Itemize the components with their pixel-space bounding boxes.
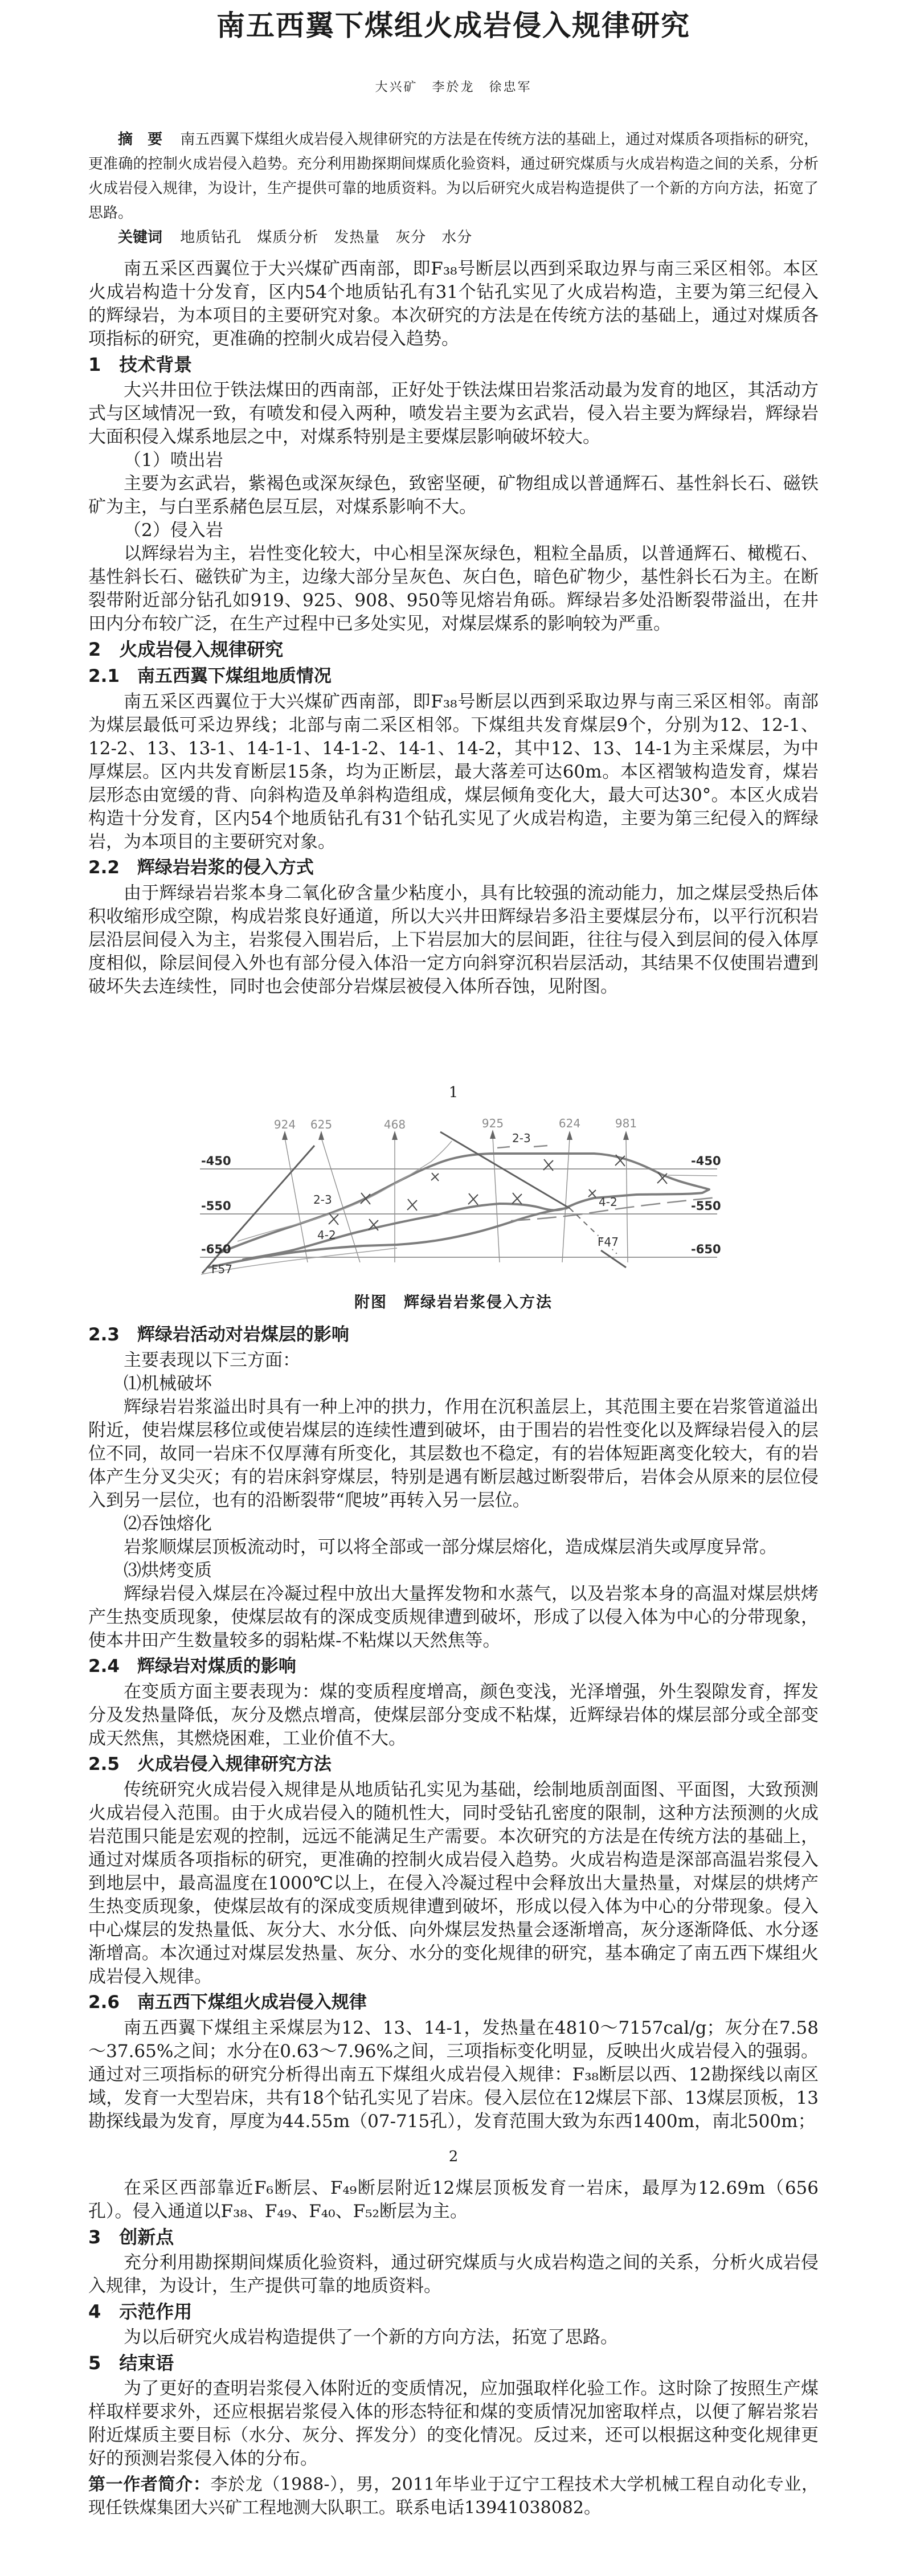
borehole-arrow-icon bbox=[282, 1131, 288, 1140]
elevation-label-650-right: -650 bbox=[691, 1242, 721, 1256]
keywords-line bbox=[88, 226, 819, 250]
borehole-arrow-icon bbox=[318, 1131, 324, 1140]
fault-line-center bbox=[440, 1132, 570, 1208]
elevation-label-550-right: -550 bbox=[691, 1199, 721, 1213]
s1-paragraph-2: 主要为玄武岩，紫褐色或深灰绿色，致密坚硬，矿物组成以普通辉石、基性斜长石、磁铁矿为主，与白垩系赭色层互层，对煤系影响不大。 bbox=[88, 473, 819, 517]
s23-subitem-3: ⑶烘烤变质 bbox=[124, 1560, 212, 1581]
borehole-label-624: 624 bbox=[558, 1118, 581, 1130]
borehole-label-981: 981 bbox=[615, 1118, 637, 1130]
s3-paragraph: 充分利用勘探期间煤质化验资料，通过研究煤质与火成岩构造之间的关系，分析火成岩侵入规律，为设计，生产提供可靠的地质资料。 bbox=[88, 2252, 819, 2296]
borehole-arrow-icon bbox=[392, 1131, 398, 1140]
author-bio bbox=[88, 2473, 819, 2520]
heading-2-6: 2.6 南五西下煤组火成岩侵入规律 bbox=[88, 1992, 367, 2013]
s23-paragraph-1: 主要表现以下三方面： bbox=[124, 1350, 300, 1371]
geological-cross-section-figure bbox=[88, 1118, 819, 1313]
borehole-arrow-icon bbox=[490, 1130, 496, 1139]
fault-tick-f47 bbox=[601, 1250, 626, 1267]
author-bio-text: 李於龙（1988-），男，2011年毕业于辽宁工程技术大学机械工程自动化专业，现任铁煤集团大兴矿工程地测大队职工。联系电话13941038082。 bbox=[88, 2475, 819, 2518]
elevation-label-450-left: -450 bbox=[201, 1154, 231, 1168]
s26-paragraph-2: 在采区西部靠近F₆断层、F₄₉断层附近12煤层顶板发育一岩床，最厚为12.69m（656孔）。侵入通道以F₃₈、F₄₉、F₄₀、F₅₂断层为主。 bbox=[88, 2178, 819, 2222]
borehole-arrow-icon bbox=[567, 1131, 572, 1140]
page-number-1: 1 bbox=[448, 1084, 459, 1101]
s23-subitem-1: ⑴机械破坏 bbox=[124, 1373, 212, 1394]
borehole-label-468: 468 bbox=[383, 1118, 406, 1131]
s24-paragraph: 在变质方面主要表现为：煤的变质程度增高，颜色变浅，光泽增强，外生裂隙发育，挥发分及发热量降低，灰分及燃点增高，使煤层部分变成不粘煤，近辉绿岩体的煤层部分或全部变成天然焦，其燃烧困难，工业价值不大。 bbox=[88, 1682, 819, 1749]
borehole-trace-624 bbox=[562, 1138, 570, 1262]
s4-paragraph: 为以后研究火成岩构造提供了一个新的方向方法，拓宽了思路。 bbox=[124, 2327, 618, 2348]
author-bio-label: 第一作者简介： bbox=[88, 2475, 211, 2495]
abstract-label: 摘 要 bbox=[118, 131, 163, 148]
borehole-label-625: 625 bbox=[310, 1118, 333, 1131]
seam-label-4-2-right: 4-2 bbox=[599, 1195, 617, 1209]
heading-2-2: 2.2 辉绿岩岩浆的侵入方式 bbox=[88, 857, 314, 878]
borehole-arrow-icon bbox=[623, 1131, 629, 1140]
seam-2-3-top-dash bbox=[497, 1147, 510, 1148]
s5-paragraph: 为了更好的查明岩浆侵入体附近的变质情况，应加强取样化验工作。这时除了按照生产煤样取样要求外，还应根据岩浆侵入体的形态特征和煤的变质情况加密取样点，以便了解岩浆岩附近煤质主要目标（水分、灰分、挥发分）的变化情况。反过来，还可以根据这种变化规律更好的预测岩浆侵入体的分布。 bbox=[88, 2378, 819, 2469]
keywords-text: 地质钻孔 煤质分析 发热量 灰分 水分 bbox=[180, 229, 473, 246]
borehole-trace-981 bbox=[626, 1138, 628, 1262]
borehole-label-924: 924 bbox=[273, 1118, 296, 1131]
seam-label-2-3-left: 2-3 bbox=[313, 1193, 332, 1207]
heading-2-4: 2.4 辉绿岩对煤质的影响 bbox=[88, 1656, 296, 1677]
heading-2-1: 2.1 南五西翼下煤组地质情况 bbox=[88, 666, 332, 686]
s23-paragraph-3: 岩浆顺煤层顶板流动时，可以将全部或一部分煤层熔化，造成煤层消失或厚度异常。 bbox=[124, 1537, 777, 1557]
s1-subitem-1: （1）喷出岩 bbox=[124, 450, 223, 471]
heading-2-intrusion-study: 2 火成岩侵入规律研究 bbox=[88, 639, 284, 660]
s21-paragraph: 南五采区西翼位于大兴煤矿西南部，即F₃₈号断层以西到采取边界与南三采区相邻。南部为煤层最低可采边界线；北部与南二采区相邻。下煤组共发育煤层9个，分别为12、12-1、12-2、13、13-1、14-1-1、14-1-2、14-1、14-2，其中12、13、14-1为主采煤层，为中厚煤层。区内共发育断层15条，均为正断层，最大落差可达60m。本区褶皱构造发育，煤岩层形态由宽缓的背、向斜构造及单斜构造组成，煤层倾角变化大，最大可达30°。本区火成岩构造十分发育，区内54个地质钻孔有31个钻孔实见了火成岩构造，主要为第三纪侵入的辉绿岩，为本项目的主要研究对象。 bbox=[88, 692, 819, 852]
heading-2-3: 2.3 辉绿岩活动对岩煤层的影响 bbox=[88, 1324, 349, 1345]
s23-paragraph-2: 辉绿岩岩浆溢出时具有一种上冲的拱力，作用在沉积盖层上，其范围主要在岩浆管道溢出附近，使岩煤层移位或使岩煤层的连续性遭到破坏，由于围岩的岩性变化以及辉绿岩侵入的层位不同，故同一岩床不仅厚薄有所变化，其层数也不稳定，有的岩体短距离变化较大，有的岩体产生分叉尖灭；有的岩床斜穿煤层，特别是遇有断层越过断裂带后，岩体会从原来的层位侵入到另一层位，也有的沿断裂带“爬坡”再转入另一层位。 bbox=[88, 1397, 819, 1511]
intro-paragraph: 南五采区西翼位于大兴煤矿西南部，即F₃₈号断层以西到采取边界与南三采区相邻。本区火成岩构造十分发育，区内54个地质钻孔有31个钻孔实见了火成岩构造，主要为第三纪侵入的辉绿岩，为本项目的主要研究对象。本次研究的方法是在传统方法的基础上，通过对煤质各项指标的研究，更准确的控制火成岩侵入趋势。 bbox=[88, 259, 819, 349]
borehole-label-925: 925 bbox=[481, 1118, 504, 1130]
fault-label-f57: F57 bbox=[211, 1262, 232, 1276]
page-title: 南五西翼下煤组火成岩侵入规律研究 bbox=[216, 9, 690, 42]
elevation-label-450-right: -450 bbox=[691, 1154, 721, 1168]
seam-2-3-top-dash bbox=[534, 1146, 547, 1147]
abstract-paragraph bbox=[88, 128, 819, 226]
seam-label-4-2-left: 4-2 bbox=[317, 1228, 336, 1242]
fault-label-f47: F47 bbox=[598, 1235, 619, 1249]
seam-thin-2-3-left-flank bbox=[238, 1141, 452, 1241]
s22-paragraph: 由于辉绿岩岩浆本身二氧化矽含量少粘度小，具有比较强的流动能力，加之煤层受热后体积收缩形成空隙，构成岩浆良好通道，所以大兴井田辉绿岩多沿主要煤层分布，以平行沉积岩层沿层间侵入为主，岩浆侵入围岩后，上下岩层加大的层间距，往往与侵入到层间的侵入体厚度相似，除层间侵入外也有部分侵入体沿一定方向斜穿沉积岩层活动，其结果不仅使围岩遭到破坏失去连续性，同时也会使部分岩煤层被侵入体所吞蚀，见附图。 bbox=[88, 883, 819, 997]
seam-label-2-3-top: 2-3 bbox=[512, 1131, 531, 1145]
figure-caption: 附图 辉绿岩岩浆侵入方法 bbox=[354, 1294, 553, 1311]
page-number-2: 2 bbox=[448, 2148, 459, 2165]
heading-1-tech-background: 1 技术背景 bbox=[88, 354, 193, 375]
authors-line: 大兴矿 李於龙 徐忠军 bbox=[375, 80, 532, 95]
cross-section-diagram bbox=[192, 1118, 733, 1289]
heading-2-5: 2.5 火成岩侵入规律研究方法 bbox=[88, 1754, 332, 1774]
abstract-text: 南五西翼下煤组火成岩侵入规律研究的方法是在传统方法的基础上，通过对煤质各项指标的研究，更准确的控制火成岩侵入趋势。充分利用勘探期间煤质化验资料，通过研究煤质与火成岩构造之间的关系，分析火成岩侵入规律，为设计，生产提供可靠的地质资料。为以后研究火成岩构造提供了一个新的方向方法，拓宽了思路。 bbox=[88, 131, 819, 222]
heading-3-innovation: 3 创新点 bbox=[88, 2226, 174, 2248]
s25-paragraph: 传统研究火成岩侵入规律是从地质钻孔实见为基础，绘制地质剖面图、平面图，大致预测火成岩侵入范围。由于火成岩侵入的随机性大，同时受钻孔密度的限制，这种方法预测的火成岩范围只能是宏观的控制，远远不能满足生产需要。本次研究的方法是在传统方法的基础上，通过对煤质各项指标的研究，更准确的控制火成岩侵入趋势。火成岩构造是深部高温岩浆侵入到地层中，最高温度在1000℃以上，在侵入冷凝过程中会释放出大量热量，对煤层的烘烤产生热变质现象，使煤层故有的深成变质规律遭到破坏，形成以侵入体为中心的分带现象。侵入中心煤层的发热量低、灰分大、水分低、向外煤层发热量会逐渐增高，灰分逐渐降低、水分逐渐增高。本次通过对煤层发热量、灰分、水分的变化规律的研究，基本确定了南五西下煤组火成岩侵入规律。 bbox=[88, 1780, 819, 1987]
s26-paragraph-1: 南五西翼下煤组主采煤层为12、13、14-1，发热量在4810～7157cal/g；灰分在7.58～37.65%之间；水分在0.63～7.96%之间，三项指标变化明显，反映出火成岩侵入的强弱。通过对三项指标的研究分析得出南五下煤组火成岩侵入规律：F₃₈断层以西、12勘探线以南区域，发育一大型岩床，共有18个钻孔实见了岩床。侵入层位在12煤层下部、13煤层顶板，13勘探线最为发育，厚度为44.55m（07-715孔），发育范围大致为东西1400m，南北500m； bbox=[88, 2018, 819, 2132]
s1-subitem-2: （2）侵入岩 bbox=[124, 520, 223, 541]
keywords-label: 关键词 bbox=[118, 229, 163, 246]
heading-4-demonstration: 4 示范作用 bbox=[88, 2301, 193, 2323]
heading-5-conclusion: 5 结束语 bbox=[88, 2352, 174, 2374]
s1-paragraph-3: 以辉绿岩为主，岩性变化较大，中心相呈深灰绿色，粗粒全晶质，以普通辉石、橄榄石、基性斜长石、磁铁矿为主，边缘大部分呈灰色、灰白色，暗色矿物少，基性斜长石为主。在断裂带附近部分钻孔如919、925、908、950等见熔岩角砾。辉绿岩多处沿断裂带溢出，在井田内分布较广泛，在生产过程中已多处实见，对煤层煤系的影响较为严重。 bbox=[88, 543, 819, 634]
s1-paragraph-1: 大兴井田位于铁法煤田的西南部，正好处于铁法煤田岩浆活动最为发育的地区，其活动方式与区域情况一致，有喷发和侵入两种，喷发岩主要为玄武岩，侵入岩主要为辉绿岩，辉绿岩大面积侵入煤系地层之中，对煤系特别是主要煤层影响破坏较大。 bbox=[88, 380, 819, 447]
s23-subitem-2: ⑵吞蚀熔化 bbox=[124, 1514, 212, 1534]
s23-paragraph-4: 辉绿岩侵入煤层在冷凝过程中放出大量挥发物和水蒸气，以及岩浆本身的高温对煤层烘烤产生热变质现象，使煤层故有的深成变质规律遭到破坏，形成了以侵入体为中心的分带现象，使本井田产生数量较多的弱粘煤-不粘煤以天然焦等。 bbox=[88, 1584, 819, 1651]
borehole-trace-925 bbox=[493, 1136, 500, 1262]
seam-4-2-left bbox=[209, 1208, 567, 1267]
elevation-label-550-left: -550 bbox=[201, 1199, 231, 1213]
seam-exit-right-450 bbox=[668, 1175, 717, 1176]
elevation-label-650-left: -650 bbox=[201, 1242, 231, 1256]
